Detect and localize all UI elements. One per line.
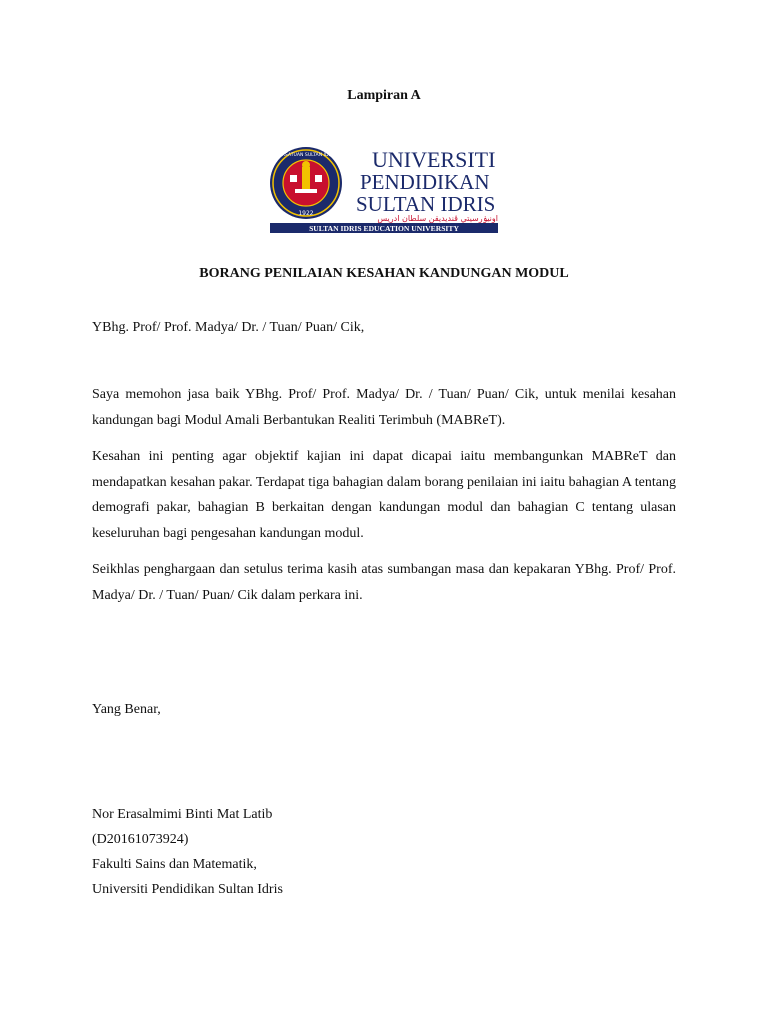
logo-jawi: اونيۏرسيتي ڤنديديقن سلطان ادريس [377,214,498,223]
signature-name: Nor Erasalmimi Binti Mat Latib [92,807,273,822]
seal-year: 1922 [298,210,314,217]
seal-text: PERSATUAN SULTAN IDRIS [276,153,336,158]
form-title: BORANG PENILAIAN KESAHAN KANDUNGAN MODUL [199,266,569,281]
paragraph-purpose: Kesahan ini penting agar objektif kajian ini dapat dicapai iaitu membangunkan MABReT dan mendapatkan kesahan pakar. Terdapat tiga bahagian dalam borang penilaian ini iaitu bahagian A tentang demografi pakar, bahagian B berkaitan dengan kandungan modul dan bahagian C tentang ulasan keseluruhan bagi pengesahan kandungan modul. [92,449,676,541]
logo-line-universiti: UNIVERSITI [372,147,496,172]
signature-faculty: Fakulti Sains dan Matematik, [92,857,257,872]
university-logo [262,145,506,233]
salutation: YBhg. Prof/ Prof. Madya/ Dr. / Tuan/ Puan/ Cik, [92,320,365,335]
logo-english-name: SULTAN IDRIS EDUCATION UNIVERSITY [309,224,459,233]
university-seal-icon [270,147,342,219]
closing: Yang Benar, [92,702,161,717]
appendix-label: Lampiran A [347,88,421,103]
signature-student-id: (D20161073924) [92,832,189,847]
paragraph-request: Saya memohon jasa baik YBhg. Prof/ Prof. Madya/ Dr. / Tuan/ Puan/ Cik, untuk menilai kesahan kandungan bagi Modul Amali Berbantukan Realiti Terimbuh (MABReT). [92,387,676,428]
logo-line-sultan-idris: SULTAN IDRIS [356,192,496,216]
signature-university: Universiti Pendidikan Sultan Idris [92,882,283,897]
logo-line-pendidikan: PENDIDIKAN [360,170,490,194]
paragraph-thanks: Seikhlas penghargaan dan setulus terima kasih atas sumbangan masa dan kepakaran YBhg. Prof/ Prof. Madya/ Dr. / Tuan/ Puan/ Cik dalam perkara ini. [92,562,676,603]
